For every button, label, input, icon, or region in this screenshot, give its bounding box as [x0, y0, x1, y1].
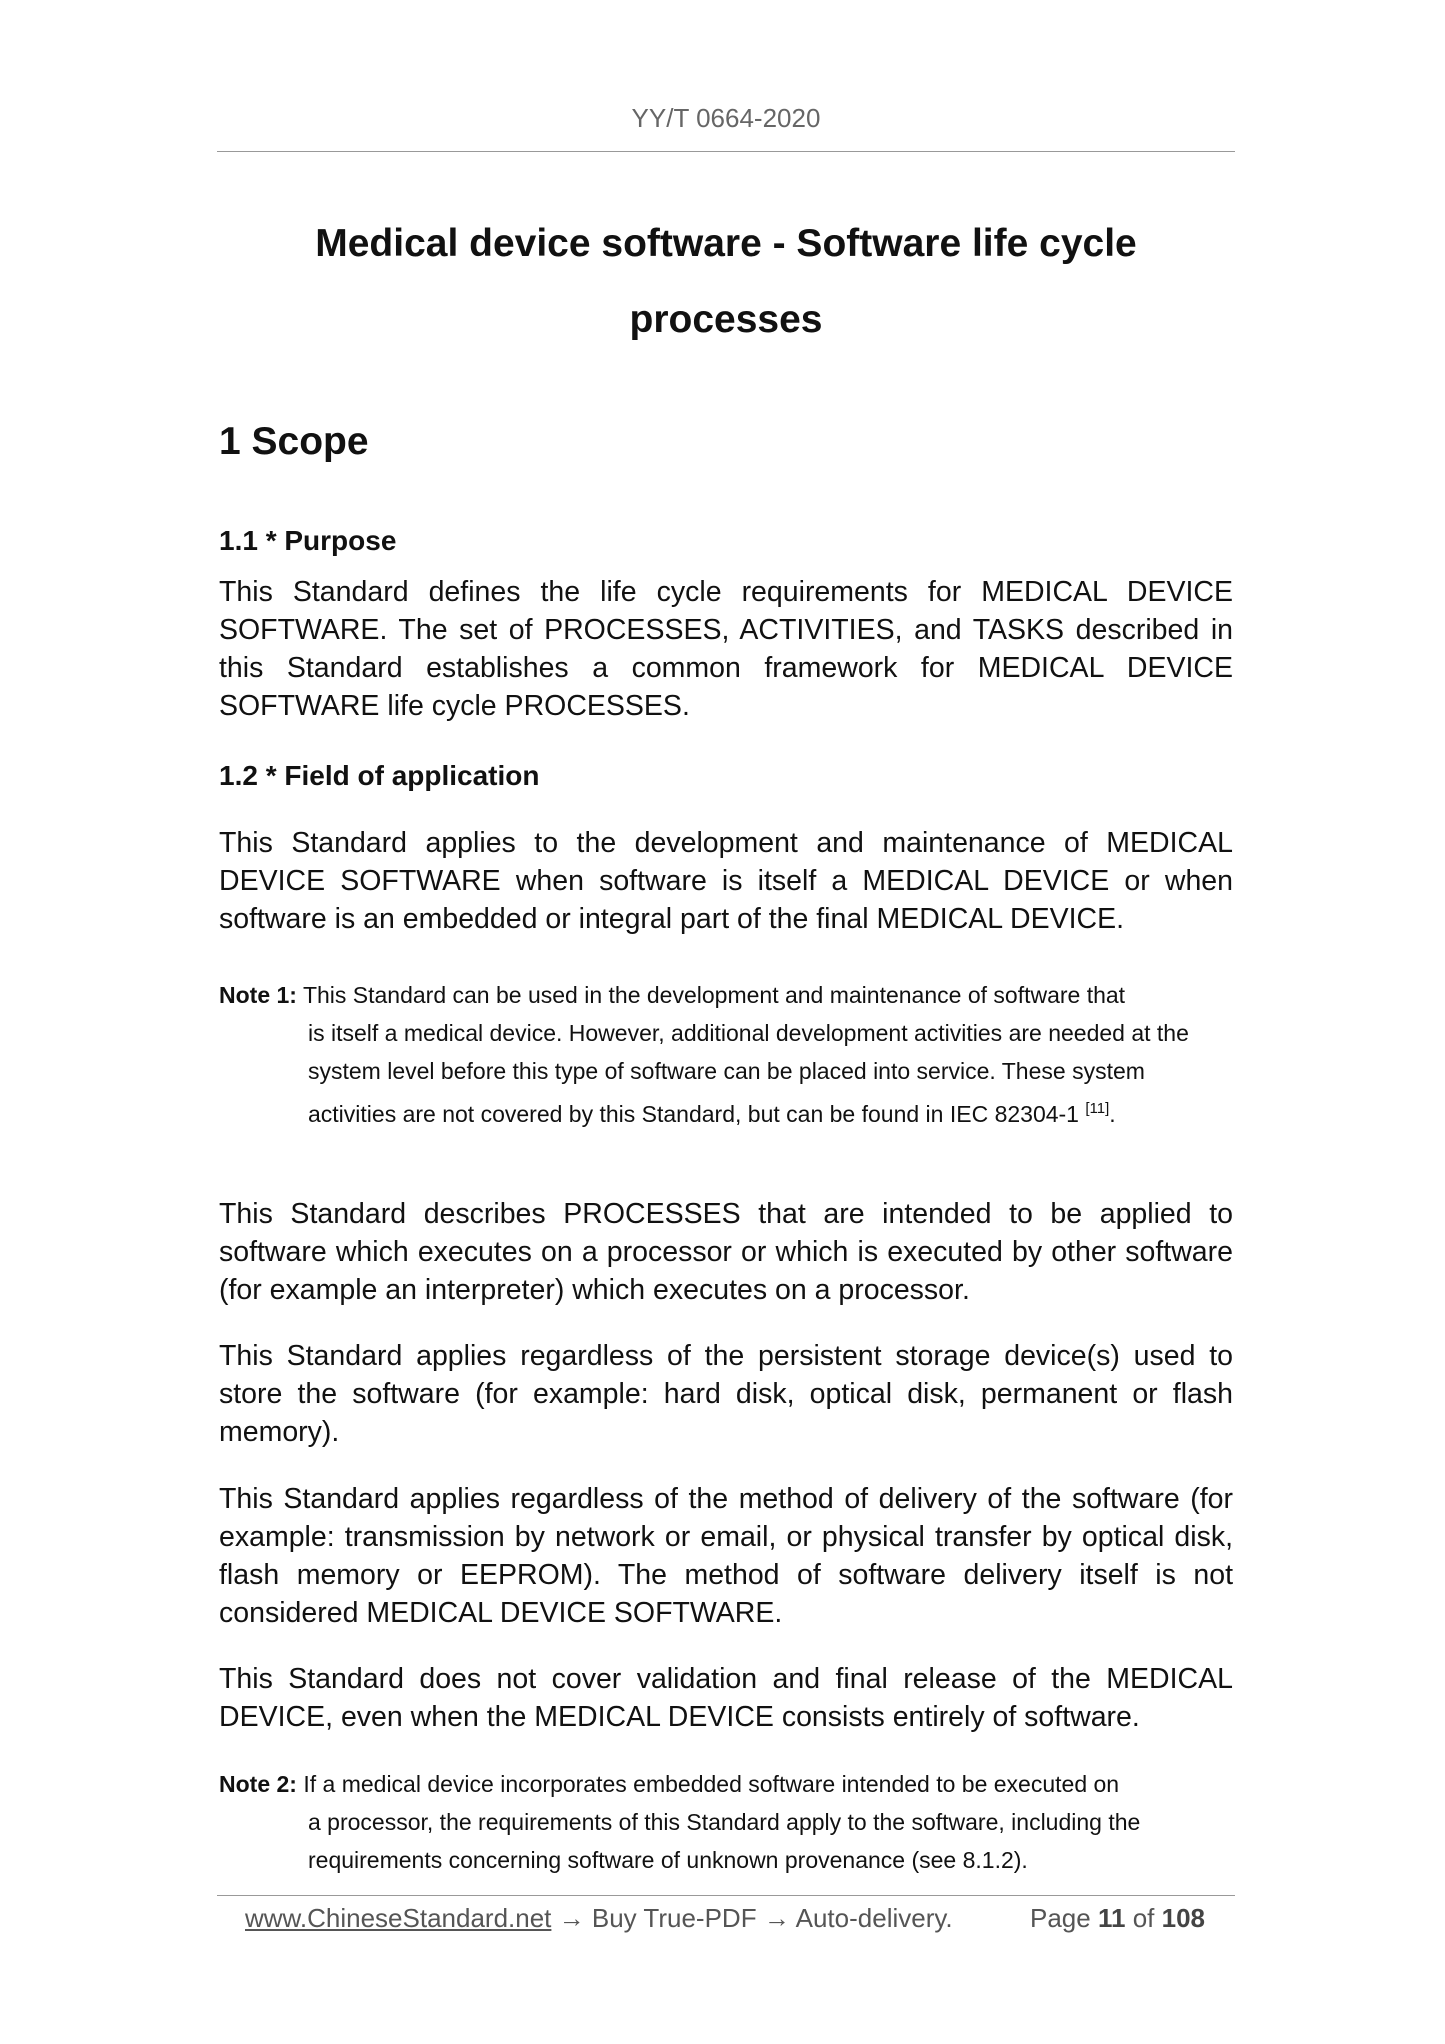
- document-title: [217, 206, 1235, 358]
- note-1-end: .: [1109, 1101, 1116, 1127]
- page-number: Page 11 of 108: [1030, 1903, 1206, 1933]
- note-1-reference: [11]: [1085, 1100, 1110, 1117]
- application-paragraph-1: This Standard applies to the development and maintenance of MEDICAL DEVICE SOFTWARE when software is itself a MEDICAL DEVICE or when software is an embedded or integral part of the final MEDICAL DEVICE.: [219, 827, 1233, 935]
- application-paragraph-3: This Standard applies regardless of the persistent storage device(s) used to store the software (for example: hard disk, optical disk, permanent or flash memory).: [219, 1340, 1233, 1448]
- section-1-2-heading: 1.2 * Field of application: [219, 760, 540, 791]
- note-1-body: is itself a medical device. However, additional development activities are needed at the system level before this type of software can be placed into service. These system activities are not covered by this Standard, but can be found in IEC 82304-1: [308, 1020, 1189, 1127]
- title-line-1: Medical device software - Software life cycle: [315, 222, 1137, 265]
- arrow-icon: →: [763, 1903, 790, 1933]
- application-paragraph-2: This Standard describes PROCESSES that are intended to be applied to software which executes on a processor or which is executed by other software (for example an interpreter) which executes on a processor.: [219, 1198, 1233, 1306]
- note-1-label: Note 1:: [219, 982, 297, 1008]
- note-2-first-line: If a medical device incorporates embedded software intended to be executed on: [303, 1771, 1120, 1797]
- website-link[interactable]: www.ChineseStandard.net: [245, 1903, 552, 1933]
- footer-divider: [217, 1895, 1235, 1896]
- purpose-paragraph: This Standard defines the life cycle requirements for MEDICAL DEVICE SOFTWARE. The set of PROCESSES, ACTIVITIES, and TASKS described in this Standard establishes a common framework for MEDICAL DEVICE SOFTWARE life cycle PROCESSES.: [219, 576, 1233, 722]
- buy-pdf-text: Buy True-PDF: [591, 1903, 757, 1933]
- note-2-body: a processor, the requirements of this Standard apply to the software, including the requirements concerning software of unknown provenance (see 8.1.2).: [308, 1809, 1141, 1873]
- note-1-first-line: This Standard can be used in the development and maintenance of software that: [302, 982, 1126, 1008]
- arrow-icon: →: [558, 1903, 585, 1933]
- section-1-heading: 1 Scope: [219, 420, 369, 463]
- note-2-label: Note 2:: [219, 1771, 297, 1797]
- application-paragraph-4: This Standard applies regardless of the method of delivery of the software (for example: transmission by network or email, or physical transfer by optical disk, flash memory or EEPROM). The method of software delivery itself is not considered MEDICAL DEVICE SOFTWARE.: [219, 1483, 1233, 1629]
- title-line-2: processes: [629, 298, 823, 341]
- application-paragraph-5: This Standard does not cover validation and final release of the MEDICAL DEVICE, even when the MEDICAL DEVICE consists entirely of software.: [219, 1663, 1233, 1733]
- document-code-header: YY/T 0664-2020: [631, 103, 821, 133]
- section-1-1-heading: 1.1 * Purpose: [219, 525, 397, 556]
- total-pages: 108: [1161, 1903, 1206, 1933]
- footer-promo: [245, 1903, 953, 1934]
- current-page: 11: [1097, 1903, 1126, 1933]
- note-2: [219, 1765, 1233, 1879]
- note-1: [219, 976, 1233, 1133]
- header-divider: [217, 151, 1235, 152]
- auto-delivery-text: Auto-delivery.: [795, 1903, 953, 1933]
